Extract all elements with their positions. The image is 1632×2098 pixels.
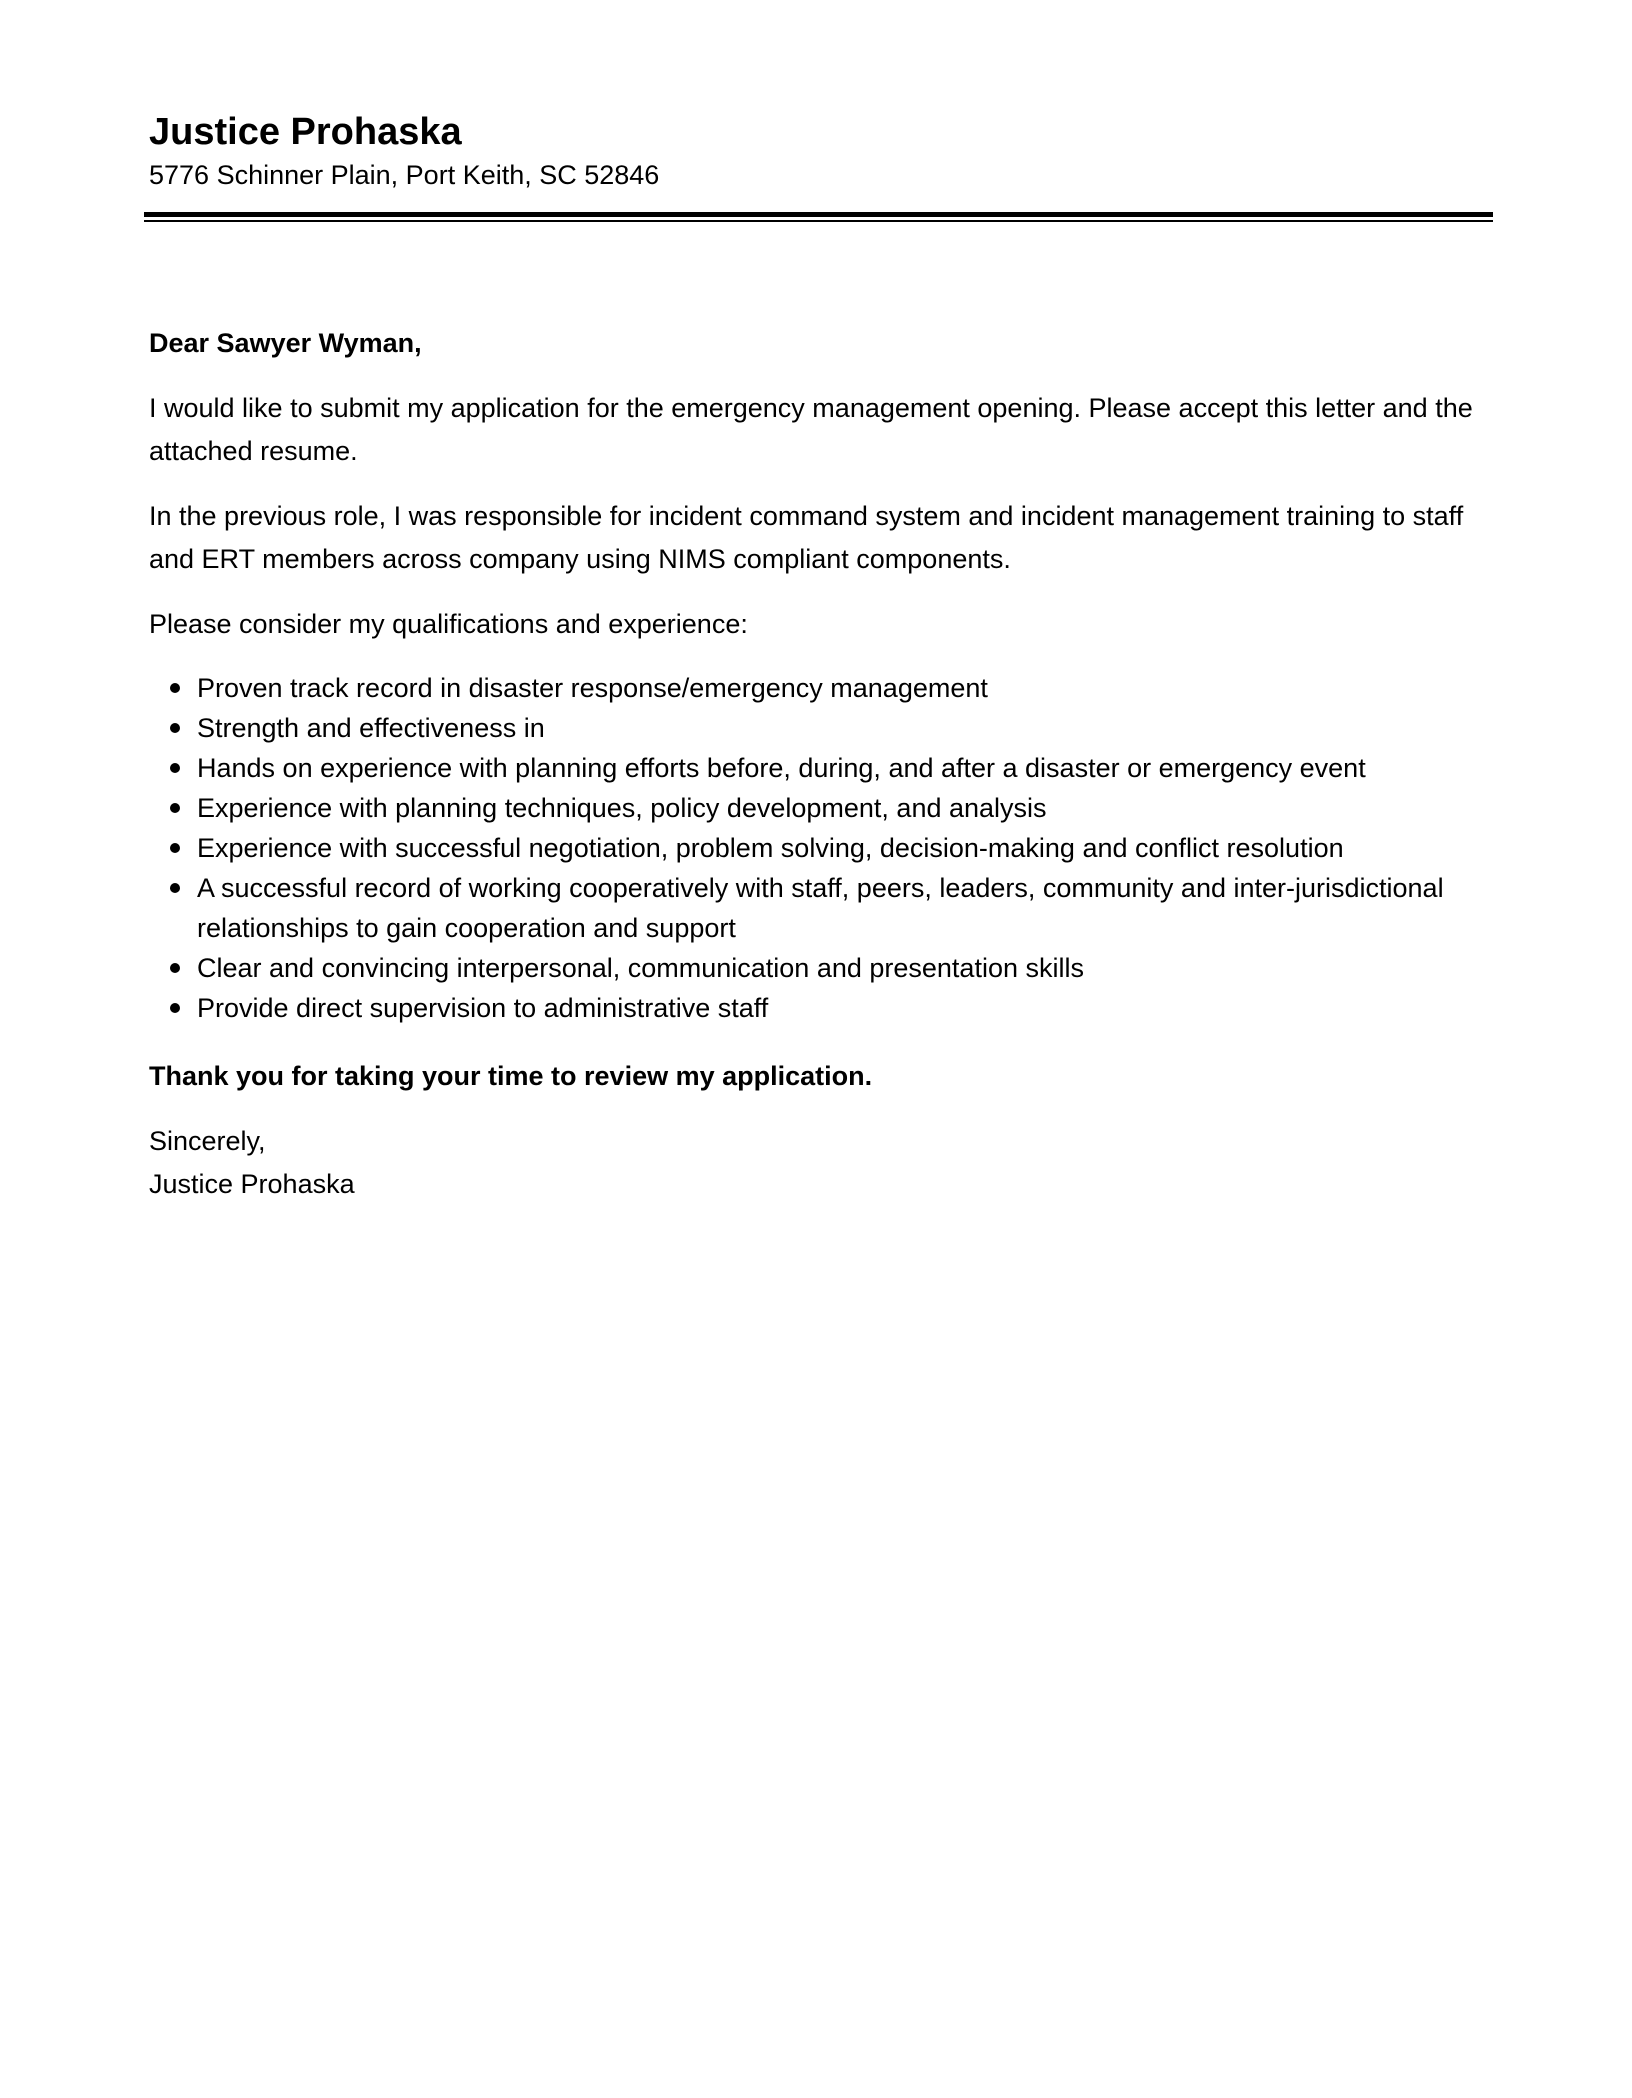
salutation: Dear Sawyer Wyman,: [149, 328, 422, 358]
bullet-icon: [170, 683, 180, 693]
list-item-text: Hands on experience with planning efforts before, during, and after a disaster or emergency event: [197, 753, 1366, 783]
bullet-icon: [170, 723, 180, 733]
closing: Sincerely,: [149, 1126, 266, 1156]
header-divider: [144, 212, 1493, 222]
list-item-text: A successful record of working cooperatively with staff, peers, leaders, community and inter-jurisdictional relationships to gain cooperation and support: [197, 873, 1444, 943]
list-item: [149, 988, 1491, 1028]
sender-address: 5776 Schinner Plain, Port Keith, SC 52846: [149, 160, 660, 190]
paragraph-intro: I would like to submit my application for the emergency management opening. Please accept this letter and the attached resume.: [149, 393, 1473, 466]
list-item: [149, 788, 1491, 828]
list-item: [149, 948, 1491, 988]
bullet-icon: [170, 1003, 180, 1013]
divider-thin-line: [144, 220, 1493, 222]
bullet-icon: [170, 763, 180, 773]
letter-body: [149, 322, 1491, 1206]
list-item: [149, 668, 1491, 708]
list-item: [149, 828, 1491, 868]
paragraph-previous-role: In the previous role, I was responsible for incident command system and incident management training to staff and ERT members across company using NIMS compliant components.: [149, 501, 1464, 574]
signature: Justice Prohaska: [149, 1169, 355, 1199]
list-item: [149, 708, 1491, 748]
list-item-text: Provide direct supervision to administrative staff: [197, 993, 769, 1023]
bullet-icon: [170, 963, 180, 973]
bullet-icon: [170, 883, 180, 893]
thank-you-line: Thank you for taking your time to review my application.: [149, 1061, 873, 1091]
list-item-text: Strength and effectiveness in: [197, 713, 545, 743]
sender-name: Justice Prohaska: [149, 111, 462, 153]
letter-header: [149, 108, 1491, 194]
bullet-icon: [170, 803, 180, 813]
list-item: [149, 868, 1491, 948]
list-item-text: Experience with planning techniques, policy development, and analysis: [197, 793, 1047, 823]
paragraph-qualifications-lead: Please consider my qualifications and experience:: [149, 609, 748, 639]
list-item: [149, 748, 1491, 788]
qualifications-list: [149, 668, 1491, 1028]
bullet-icon: [170, 843, 180, 853]
list-item-text: Proven track record in disaster response/emergency management: [197, 673, 988, 703]
list-item-text: Experience with successful negotiation, problem solving, decision-making and conflict resolution: [197, 833, 1344, 863]
list-item-text: Clear and convincing interpersonal, communication and presentation skills: [197, 953, 1084, 983]
